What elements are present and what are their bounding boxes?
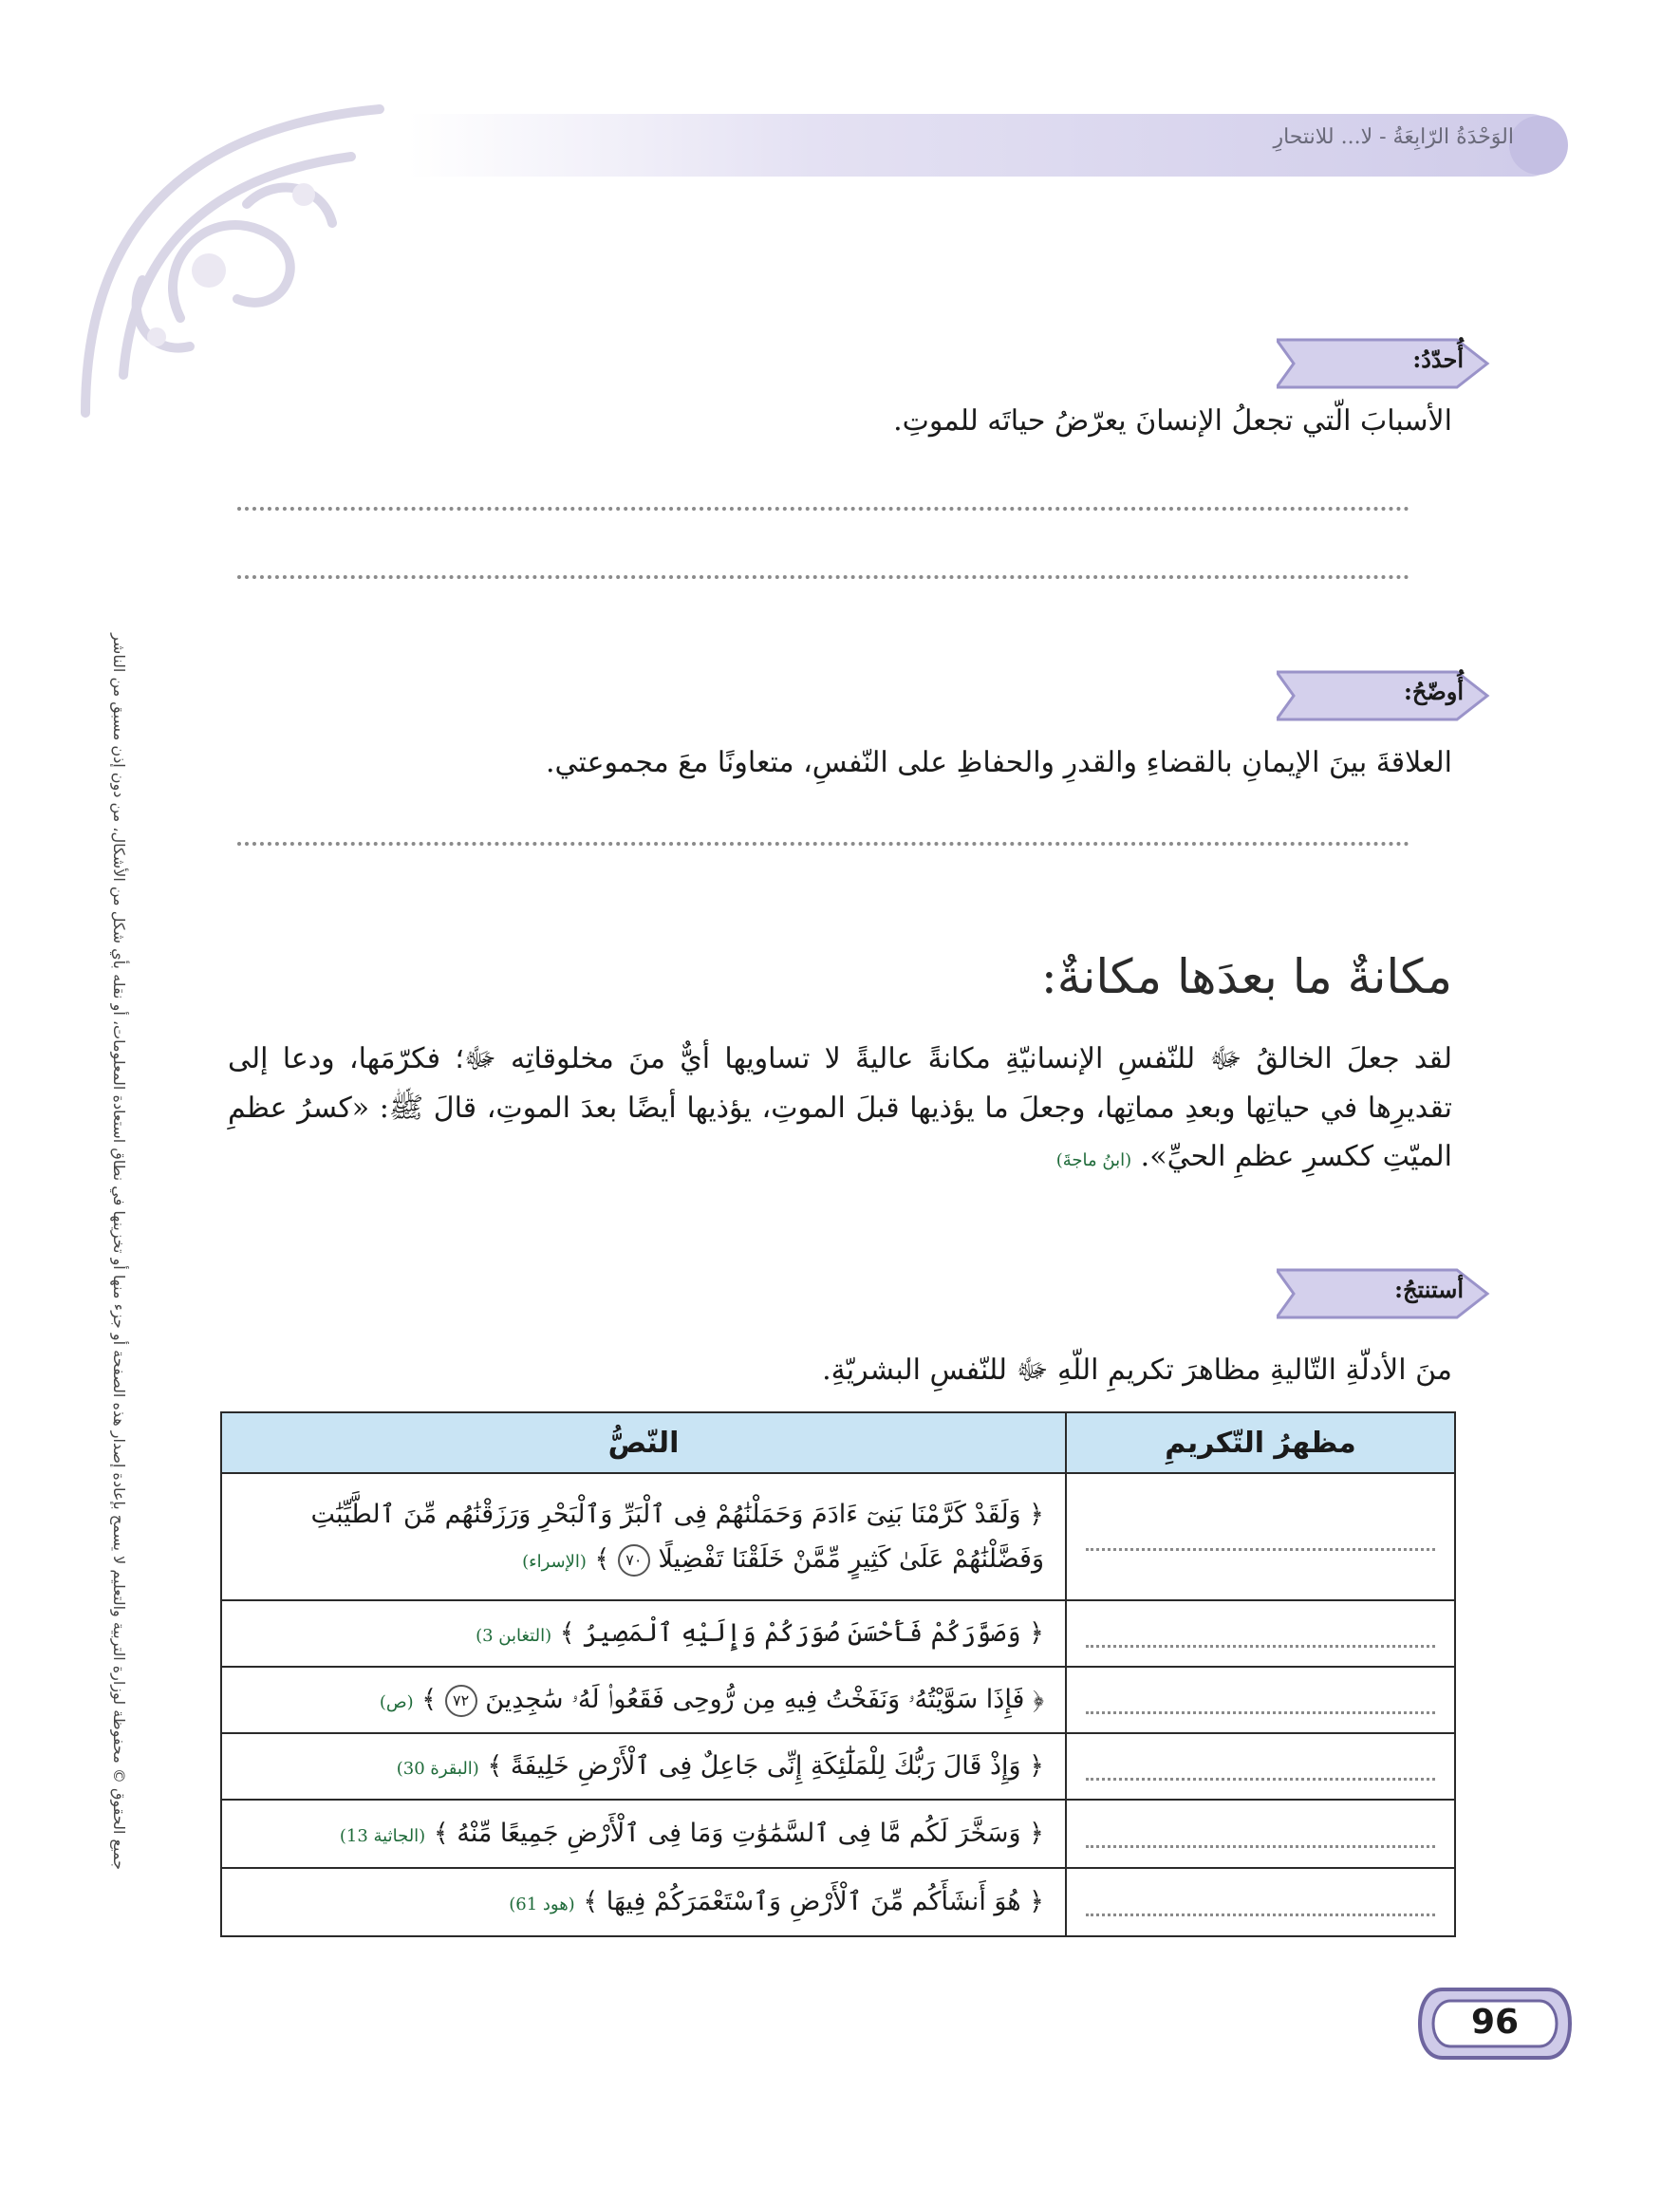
verse-citation: (التغابن 3) — [476, 1626, 552, 1647]
identify-prompt: الأسبابَ الّتي تجعلُ الإنسانَ يعرّضُ حياتَه للموتِ. — [893, 404, 1452, 438]
table-row — [221, 1600, 1455, 1667]
verse-cell — [221, 1473, 1066, 1600]
conclude-label: أستنتجُ: — [1394, 1276, 1464, 1303]
verse-text: ﴿ وَسَخَّرَ لَكُم مَّا فِى ٱلسَّمَٰوَٰتِ وَمَا فِى ٱلْأَرْضِ جَمِيعًا مِّنْهُ ﴾ — [433, 1819, 1044, 1849]
verse-text: ﴿ وَصَوَّرَكُمْ فَأَحْسَنَ صُوَرَكُمْ وَإِلَيْهِ ٱلْمَصِيرُ ﴾ — [559, 1618, 1044, 1649]
header-band-cap — [1509, 116, 1568, 175]
verse-text: ﴿ فَإِذَا سَوَّيْتُهُۥ وَنَفَخْتُ فِيهِ مِن رُّوحِى فَقَعُوا۟ لَهُۥ سَٰجِدِينَ — [485, 1685, 1044, 1715]
conclude-tag — [1277, 1262, 1500, 1325]
verse-cell — [221, 1868, 1066, 1936]
col-header-text: النّصُّ — [221, 1412, 1066, 1473]
corner-ornament — [66, 90, 408, 432]
verse-citation: (الجاثية 13) — [339, 1826, 426, 1847]
verse-citation: (البقرة 30) — [396, 1759, 479, 1780]
answer-cell[interactable] — [1066, 1667, 1455, 1733]
table-row — [221, 1800, 1455, 1868]
explain-prompt: العلاقةَ بينَ الإيمانِ بالقضاءِ والقدرِ والحفاظِ على النّفسِ، متعاونًا معَ مجموعتي. — [545, 746, 1452, 779]
answer-cell[interactable] — [1066, 1473, 1455, 1600]
answer-cell[interactable] — [1066, 1868, 1455, 1936]
answer-cell[interactable] — [1066, 1800, 1455, 1868]
verse-citation: (هود 61) — [509, 1895, 575, 1915]
honor-table — [220, 1411, 1456, 1937]
verse-citation: (الإسراء) — [522, 1552, 587, 1572]
ayah-number-icon: ٧٢ — [445, 1685, 477, 1717]
table-row — [221, 1473, 1455, 1600]
answer-line[interactable] — [237, 842, 1409, 846]
identify-label: أُحدّدُ: — [1412, 345, 1464, 373]
verse-cell — [221, 1600, 1066, 1667]
answer-cell[interactable] — [1066, 1600, 1455, 1667]
identify-tag — [1277, 332, 1500, 395]
answer-line[interactable] — [237, 575, 1409, 579]
page-number: 96 — [1470, 2003, 1520, 2042]
explain-label: أُوضّحُ: — [1404, 678, 1464, 705]
page-number-badge — [1414, 1984, 1576, 2063]
hadith-reference: (ابنُ ماجةَ) — [1055, 1150, 1132, 1171]
answer-cell[interactable] — [1066, 1733, 1455, 1800]
unit-title: الوَحْدَةُ الرّابِعَةُ - لا... للانتحارِ — [1273, 125, 1514, 149]
table-row — [221, 1733, 1455, 1800]
verse-cell — [221, 1800, 1066, 1868]
col-header-aspect: مظهرُ التّكريمِ — [1066, 1412, 1455, 1473]
verse-text: ﴿ وَلَقَدْ كَرَّمْنَا بَنِىٓ ءَادَمَ وَحَمَلْنَٰهُمْ فِى ٱلْبَرِّ وَٱلْبَحْرِ وَرَزَقْنَٰهُم مِّنَ ٱلطَّيِّبَٰتِ وَفَضَّلْنَٰهُمْ عَلَىٰ كَثِيرٍ مِّمَّنْ خَلَقْنَا تَفْضِيلًا — [310, 1499, 1044, 1574]
table-row — [221, 1868, 1455, 1936]
ayah-number-icon: ٧٠ — [618, 1544, 650, 1577]
paragraph-text: لقد جعلَ الخالقُ ﷻ للنّفسِ الإنسانيّةِ مكانةً عاليةً لا تساويها أيٌّ منَ مخلوقاتِه ﷻ؛ فكرّمَها، ودعا إلى تقديرِها في حياتِها وبعدِ مماتِها، وجعلَ ما يؤذيها قبلَ الموتِ، يؤذيها أيضًا بعدَ الموتِ، قالَ ﷺ: «كسرُ عظمِ الميّتِ ككسرِ عظمِ الحيِّ». — [228, 1042, 1452, 1174]
verse-close: ﴾ — [421, 1685, 438, 1715]
table-row — [221, 1667, 1455, 1733]
verse-text: ﴿ وَإِذْ قَالَ رَبُّكَ لِلْمَلَٰٓئِكَةِ إِنِّى جَاعِلٌ فِى ٱلْأَرْضِ خَلِيفَةً ﴾ — [487, 1751, 1044, 1782]
copyright-note: جميع الحقوق © محفوظة لوزارة التربية والتعليم لا يسمح بإعادة إصدار هذه الصفحة أو جزء منها أو تخزينها في نطاق استعادة المعلومات، أو نقله بأي شكل من الأشكال، من دون إذن مسبق من الناشر — [110, 633, 128, 1870]
verse-cell — [221, 1667, 1066, 1733]
conclude-prompt: منَ الأدلّةِ التّاليةِ مظاهرَ تكريمِ اللّهِ ﷻ للنّفسِ البشريّةِ. — [822, 1354, 1452, 1387]
verse-close: ﴾ — [594, 1544, 610, 1574]
verse-citation: (ص) — [379, 1692, 414, 1713]
answer-line[interactable] — [237, 507, 1409, 511]
section-paragraph — [228, 1035, 1452, 1182]
verse-text: ﴿ هُوَ أَنشَأَكُم مِّنَ ٱلْأَرْضِ وَٱسْتَعْمَرَكُمْ فِيهَا ﴾ — [583, 1887, 1044, 1917]
table-header-row — [221, 1412, 1455, 1473]
explain-tag — [1277, 664, 1500, 727]
section-title: مكانةٌ ما بعدَها مكانةٌ: — [1040, 949, 1452, 1004]
verse-cell — [221, 1733, 1066, 1800]
